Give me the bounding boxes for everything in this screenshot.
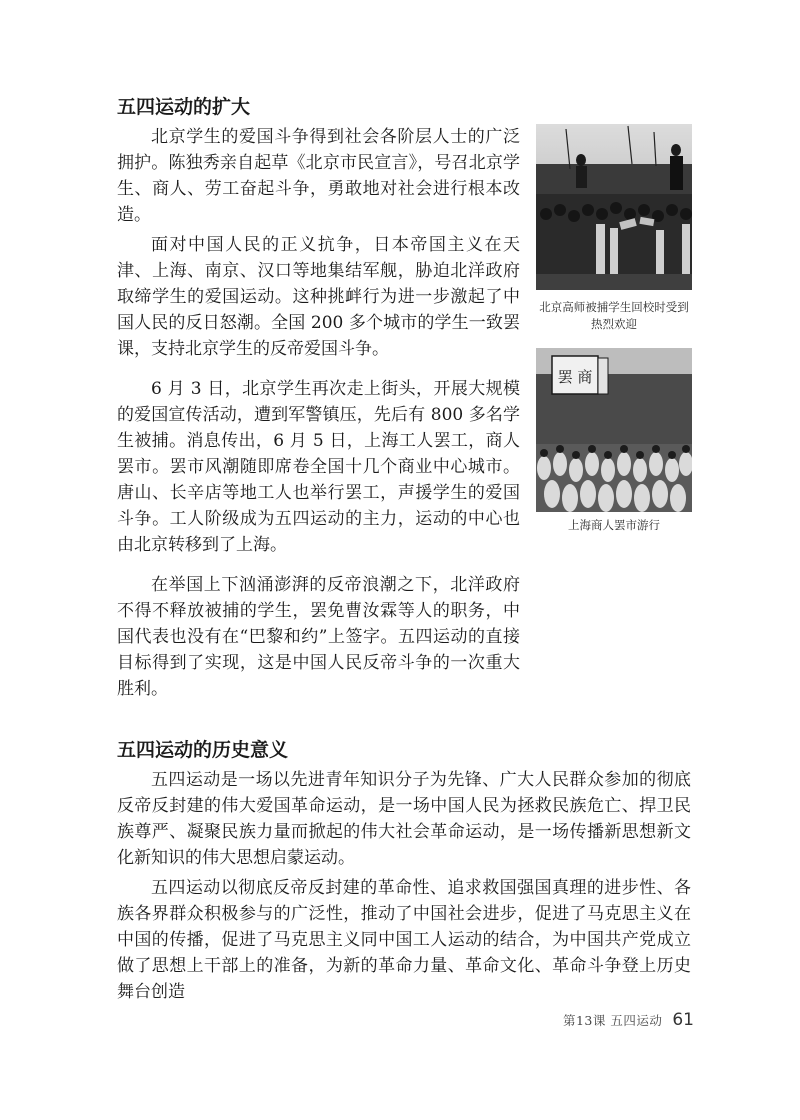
paragraph: 北京学生的爱国斗争得到社会各阶层人士的广泛拥护。陈独秀亲自起草《北京市民宣言》，号召北京学生、商人、劳工奋起斗争，勇敢地对社会进行根本改造。 xyxy=(117,127,520,225)
paragraph: 6 月 3 日，北京学生再次走上街头，开展大规模的爱国宣传活动，遭到军警镇压，先后有 800 多名学生被捕。消息传出，6 月 5 日，上海工人罢工，商人罢市。罢市风潮随即席卷全国十几个商业中心城市。唐山、长辛店等地工人也举行罢工，声援学生的爱国斗争。工人阶级成为五四运动的主力，运动的中心也由北京转移到了上海。 xyxy=(117,379,520,555)
paragraph: 五四运动以彻底反帝反封建的革命性、追求救国强国真理的进步性、各族各界群众积极参与的广泛性，推动了中国社会进步，促进了马克思主义在中国的传播，促进了马克思主义同中国工人运动的结合，为中国共产党成立做了思想上干部上的准备，为新的革命力量、革命文化、革命斗争登上历史舞台创造 xyxy=(117,878,691,1002)
paragraph: 面对中国人民的正义抗争，日本帝国主义在天津、上海、南京、汉口等地集结军舰，胁迫北洋政府取缔学生的爱国运动。这种挑衅行为进一步激起了中国人民的反日怒潮。全国 200 多个城市的学生一致罢课，支持北京学生的反帝爱国斗争。 xyxy=(117,235,520,359)
photo-merchants-strike xyxy=(536,348,692,512)
sign-text: 罢 商 xyxy=(557,368,593,386)
figure-caption: 上海商人罢市游行 xyxy=(568,518,660,532)
paragraph: 在举国上下汹涌澎湃的反帝浪潮之下，北洋政府不得不释放被捕的学生，罢免曹汝霖等人的职务，中国代表也没有在“巴黎和约”上签字。五四运动的直接目标得到了实现，这是中国人民反帝斗争的一次重大胜利。 xyxy=(117,575,520,699)
section-heading-significance: 五四运动的历史意义 xyxy=(117,739,289,761)
footer-lesson-title: 第13课 五四运动 xyxy=(562,1013,663,1028)
figure-caption: 北京高师被捕学生回校时受到热烈欢迎 xyxy=(539,300,689,331)
page-number: 61 xyxy=(672,1010,694,1030)
section-heading-expansion: 五四运动的扩大 xyxy=(117,96,251,118)
paragraph: 五四运动是一场以先进青年知识分子为先锋、广大人民群众参加的彻底反帝反封建的伟大爱国革命运动，是一场中国人民为拯救民族危亡、捍卫民族尊严、凝聚民族力量而掀起的伟大社会革命运动，是一场传播新思想新文化新知识的伟大思想启蒙运动。 xyxy=(117,770,691,868)
photo-students-welcomed xyxy=(536,124,692,290)
page-footer xyxy=(540,1010,694,1032)
